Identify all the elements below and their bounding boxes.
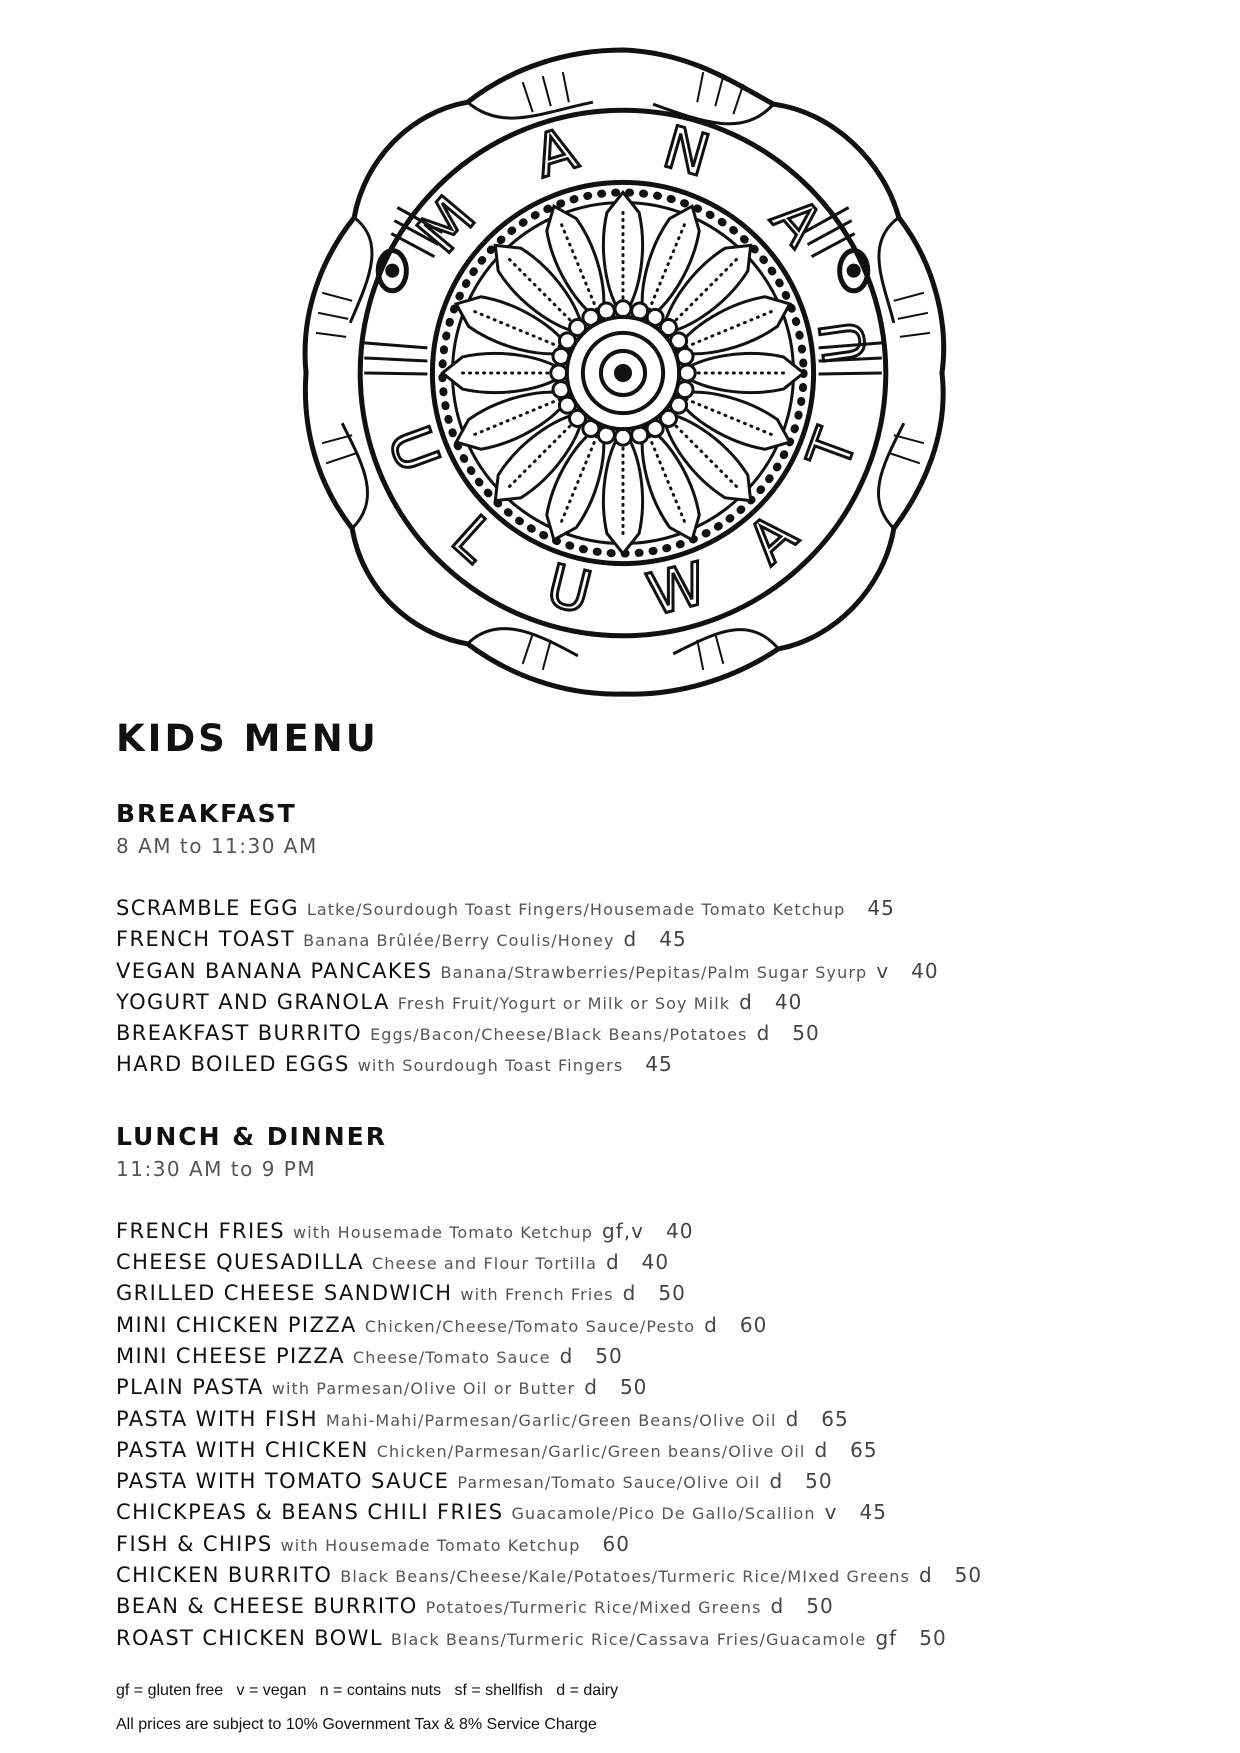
menu-item — [116, 1375, 1196, 1406]
item-price: 50 — [806, 1594, 834, 1619]
svg-text:A: A — [526, 114, 585, 191]
item-price: 50 — [919, 1625, 947, 1650]
item-diet-tag: d — [756, 1021, 771, 1046]
section-title: BREAKFAST — [116, 799, 297, 828]
svg-text:U: U — [374, 417, 453, 481]
item-description: Black Beans/Cheese/Kale/Potatoes/Turmeric Rice/MIxed Greens — [340, 1567, 910, 1587]
item-description: Banana/Strawberries/Pepitas/Palm Sugar Syurp — [440, 962, 868, 982]
svg-text:U: U — [540, 551, 598, 628]
menu-item — [116, 1532, 1196, 1563]
item-description: with Parmesan/Olive Oil or Butter — [271, 1379, 576, 1399]
item-name: SCRAMBLE EGG — [116, 896, 299, 920]
item-description: with Housemade Tomato Ketchup — [280, 1535, 581, 1555]
item-description: Eggs/Bacon/Cheese/Black Beans/Potatoes — [370, 1025, 748, 1045]
item-description: Chicken/Cheese/Tomato Sauce/Pesto — [364, 1316, 696, 1336]
menu-item — [116, 1594, 1196, 1625]
item-name: MINI CHICKEN PIZZA — [116, 1312, 357, 1337]
item-name: PASTA WITH TOMATO SAUCE — [116, 1469, 450, 1494]
mana-uluwatu-logo — [292, 42, 954, 704]
svg-text:L: L — [439, 502, 509, 575]
item-name: CHICKPEAS & BEANS CHILI FRIES — [116, 1500, 504, 1525]
item-name: GRILLED CHEESE SANDWICH — [116, 1281, 453, 1306]
item-diet-tag: d — [785, 1406, 800, 1431]
item-price: 40 — [911, 958, 939, 983]
section-hours: 11:30 AM to 9 PM — [116, 1156, 317, 1181]
item-description: Guacamole/Pico De Gallo/Scallion — [511, 1504, 816, 1524]
svg-text:A: A — [734, 500, 810, 578]
menu-item — [116, 1563, 1196, 1594]
menu-item — [116, 1021, 1196, 1052]
item-name: BREAKFAST BURRITO — [116, 1021, 363, 1046]
menu-item — [116, 1281, 1196, 1312]
item-diet-tag: gf,v — [602, 1218, 644, 1243]
dietary-legend: gf = gluten free v = vegan n = contains nuts sf = shellfish d = dairy — [116, 1682, 619, 1699]
item-price: 60 — [602, 1531, 630, 1556]
section-title: LUNCH & DINNER — [116, 1121, 387, 1151]
menu-section — [116, 801, 1196, 1084]
item-price: 50 — [595, 1343, 623, 1368]
svg-text:N: N — [656, 112, 717, 191]
item-description: Cheese/Tomato Sauce — [352, 1347, 551, 1367]
item-name: PASTA WITH CHICKEN — [116, 1437, 369, 1462]
svg-text:U: U — [806, 316, 881, 368]
item-diet-tag: d — [559, 1343, 574, 1368]
item-description: Potatoes/Turmeric Rice/Mixed Greens — [425, 1598, 762, 1618]
item-price: 50 — [658, 1281, 686, 1306]
item-price: 40 — [641, 1250, 670, 1275]
item-description: Chicken/Parmesan/Garlic/Green beans/Olive Oil — [376, 1441, 806, 1461]
item-price: 40 — [774, 989, 803, 1014]
menu-item — [116, 1313, 1196, 1344]
item-description: Banana Brûlée/Berry Coulis/Honey — [303, 931, 615, 951]
item-diet-tag: d — [918, 1563, 933, 1588]
item-description: with Housemade Tomato Ketchup — [293, 1222, 594, 1242]
item-price: 45 — [859, 1500, 887, 1525]
item-diet-tag: d — [584, 1375, 598, 1400]
item-diet-tag: d — [622, 1281, 637, 1306]
item-price: 40 — [665, 1218, 694, 1243]
item-price: 50 — [792, 1021, 820, 1046]
menu-item — [116, 1344, 1196, 1375]
menu-item — [116, 1250, 1196, 1281]
item-description: Black Beans/Turmeric Rice/Cassava Fries/Guacamole — [390, 1629, 867, 1649]
svg-text:T: T — [794, 420, 871, 478]
menu-item — [116, 990, 1196, 1021]
item-diet-tag: d — [739, 989, 753, 1014]
menu-item — [116, 1438, 1196, 1469]
item-diet-tag: d — [770, 1594, 785, 1619]
menu-item — [116, 1052, 1196, 1083]
item-name: FRENCH TOAST — [116, 927, 296, 952]
item-name: FRENCH FRIES — [116, 1218, 286, 1243]
item-description: Parmesan/Tomato Sauce/Olive Oil — [457, 1473, 761, 1493]
item-diet-tag: d — [769, 1469, 784, 1494]
item-diet-tag: v — [824, 1500, 838, 1525]
tax-note: All prices are subject to 10% Government Tax & 8% Service Charge — [116, 1716, 597, 1733]
item-description: with French Fries — [460, 1285, 614, 1305]
item-name: YOGURT AND GRANOLA — [116, 989, 390, 1014]
item-price: 45 — [645, 1052, 673, 1077]
menu-footer — [116, 1674, 618, 1742]
item-description: Latke/Sourdough Toast Fingers/Housemade Tomato Ketchup — [306, 900, 846, 919]
menu-item — [116, 927, 1196, 958]
item-diet-tag: d — [605, 1250, 620, 1275]
menu-item — [116, 1469, 1196, 1500]
item-description: Fresh Fruit/Yogurt or Milk or Soy Milk — [397, 993, 731, 1013]
item-description: Cheese and Flour Tortilla — [371, 1254, 597, 1274]
menu-item-list — [116, 1219, 1196, 1657]
item-diet-tag: v — [876, 958, 890, 983]
svg-text:W: W — [640, 549, 714, 630]
item-diet-tag: d — [814, 1437, 829, 1462]
item-price: 45 — [867, 896, 895, 920]
menu-item — [116, 896, 1196, 927]
item-description: Mahi-Mahi/Parmesan/Garlic/Green Beans/Olive Oil — [325, 1410, 777, 1430]
item-price: 45 — [659, 927, 687, 952]
item-name: PLAIN PASTA — [116, 1375, 264, 1400]
item-name: FISH & CHIPS — [116, 1531, 273, 1556]
menu-title: KIDS MENU — [116, 717, 379, 760]
item-name: BEAN & CHEESE BURRITO — [116, 1594, 418, 1619]
menu-sections — [116, 801, 1196, 1657]
item-price: 50 — [805, 1469, 833, 1494]
item-name: VEGAN BANANA PANCAKES — [116, 958, 433, 983]
menu-section — [116, 1121, 1196, 1657]
menu-item — [116, 1500, 1196, 1531]
item-name: PASTA WITH FISH — [116, 1406, 318, 1431]
svg-text:A: A — [758, 184, 836, 260]
item-diet-tag: d — [704, 1312, 718, 1337]
menu-content — [116, 717, 1196, 1657]
item-description: with Sourdough Toast Fingers — [357, 1056, 624, 1076]
item-name: CHEESE QUESADILLA — [116, 1250, 364, 1275]
item-price: 60 — [739, 1312, 768, 1337]
item-name: HARD BOILED EGGS — [116, 1052, 350, 1077]
menu-item-list — [116, 896, 1196, 1084]
menu-item — [116, 1626, 1196, 1657]
svg-text:M: M — [404, 183, 489, 266]
item-name: CHICKEN BURRITO — [116, 1563, 333, 1588]
item-diet-tag: d — [623, 927, 638, 952]
item-price: 50 — [954, 1563, 983, 1588]
item-price: 50 — [619, 1375, 648, 1400]
item-name: ROAST CHICKEN BOWL — [116, 1625, 383, 1650]
menu-item — [116, 1219, 1196, 1250]
menu-item — [116, 1407, 1196, 1438]
item-diet-tag: gf — [875, 1625, 898, 1650]
item-price: 65 — [821, 1406, 849, 1431]
menu-item — [116, 959, 1196, 990]
section-hours: 8 AM to 11:30 AM — [116, 834, 318, 858]
item-name: MINI CHEESE PIZZA — [116, 1343, 345, 1368]
item-price: 65 — [850, 1437, 878, 1462]
